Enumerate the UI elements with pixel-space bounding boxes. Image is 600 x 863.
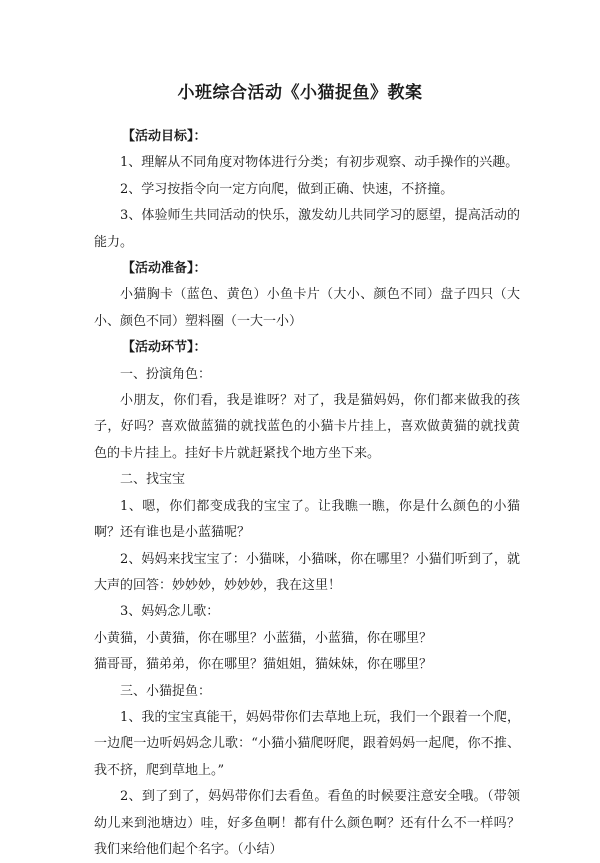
part2-title: 二、找宝宝 bbox=[120, 472, 186, 488]
goal-item: 3、体验师生共同活动的快乐，激发幼儿共同学习的愿望，提高活动的能力。 bbox=[94, 208, 520, 250]
part2-item: 1、嗯，你们都变成我的宝宝了。让我瞧一瞧，你是什么颜色的小猫啊？还有谁也是小蓝猫呢？ bbox=[94, 498, 520, 541]
rhyme-line: 小黄猫，小黄猫，你在哪里？小蓝猫，小蓝猫，你在哪里？ bbox=[94, 630, 433, 646]
goal-item: 2、学习按指令向一定方向爬，做到正确、快速，不挤撞。 bbox=[120, 181, 454, 197]
part3-title: 三、小猫捉鱼： bbox=[120, 683, 212, 699]
part3-item: 2、到了到了，妈妈带你们去看鱼。看鱼的时候要注意安全哦。（带领幼儿来到池塘边）哇，好多鱼啊！都有什么颜色啊？还有什么不一样吗？我们来给他们起个名字。（小结） bbox=[94, 789, 520, 857]
document-body bbox=[94, 124, 520, 863]
section-heading-prep: 【活动准备】： bbox=[122, 261, 207, 277]
section-heading-goals: 【活动目标】： bbox=[122, 129, 207, 144]
prep-text: 小猫胸卡（蓝色、黄色）小鱼卡片（大小、颜色不同）盘子四只（大小、颜色不同）塑料圈（一大一小） bbox=[94, 287, 520, 329]
page-title: 小班综合活动《小猫捉鱼》教案 bbox=[177, 83, 423, 103]
part2-item: 2、妈妈来找宝宝了：小猫咪，小猫咪，你在哪里？小猫们听到了，就大声的回答：妙妙妙，妙妙妙，我在这里！ bbox=[94, 551, 520, 593]
part1-text: 小朋友，你们看，我是谁呀？对了，我是猫妈妈，你们都来做我的孩子，好吗？喜欢做蓝猫的就找蓝色的小猫卡片挂上，喜欢做黄猫的就找黄色的卡片挂上。挂好卡片就赶紧找个地方坐下来。 bbox=[94, 393, 520, 461]
rhyme-line: 猫哥哥，猫弟弟，你在哪里？猫姐姐，猫妹妹，你在哪里？ bbox=[94, 657, 433, 673]
part2-item: 3、妈妈念儿歌： bbox=[120, 604, 220, 620]
part1-title: 一、扮演角色： bbox=[120, 366, 212, 382]
part3-item: 1、我的宝宝真能干，妈妈带你们去草地上玩，我们一个跟着一个爬，一边爬一边听妈妈念儿歌：“小猫小猫爬呀爬，跟着妈妈一起爬，你不推、我不挤，爬到草地上。” bbox=[94, 709, 520, 778]
section-heading-steps: 【活动环节】： bbox=[122, 340, 207, 356]
goal-item: 1、理解从不同角度对物体进行分类；有初步观察、动手操作的兴趣。 bbox=[120, 155, 519, 171]
